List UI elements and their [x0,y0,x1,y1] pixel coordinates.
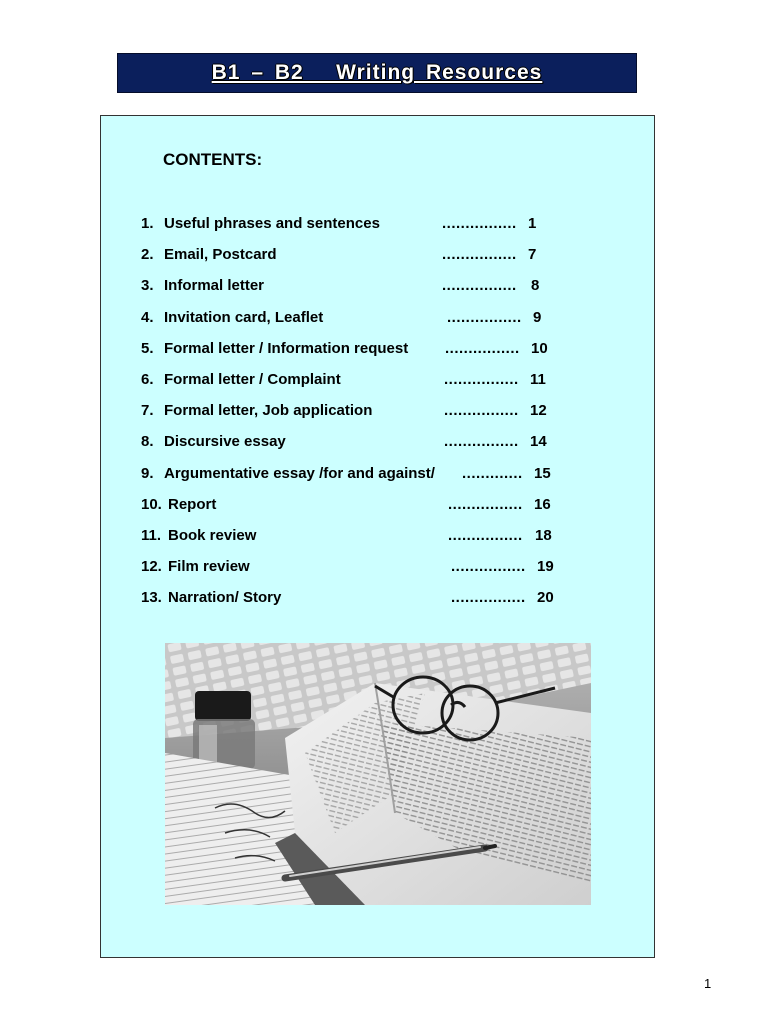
toc-title: Narration/ Story [168,589,282,607]
toc-number: 4. [141,308,154,326]
toc-title: Discursive essay [164,433,286,451]
toc-number: 12. [141,558,162,576]
toc-title: Book review [168,526,257,544]
toc-title: Formal letter / Information request [164,339,409,357]
toc-page-number: 14 [530,433,547,451]
toc-title: Argumentative essay /for and against/ [164,464,435,482]
toc-page-number: 9 [533,308,542,326]
toc-leader-dots: ................ [442,215,517,232]
toc-page-number: 15 [534,464,551,482]
toc-number: 7. [141,402,154,420]
toc-title: Informal letter [164,277,265,295]
page-number: 1 [704,976,712,991]
toc-leader-dots: ................ [442,277,517,295]
toc-number: 3. [141,277,154,295]
toc-page-number: 12 [530,402,547,420]
toc-number: 11. [141,526,162,544]
toc-item [141,309,621,340]
toc-page-number: 7 [528,246,537,264]
toc-title: Report [168,495,217,513]
toc-number: 6. [141,370,154,388]
toc-title: Film review [168,558,250,576]
toc-leader-dots: ................ [442,246,517,264]
toc-item [141,496,621,527]
toc-title: Formal letter / Complaint [164,370,341,388]
toc-page-number: 10 [531,339,548,357]
book-glasses-pen-photo [165,643,591,905]
toc-number: 1. [141,215,154,232]
toc-number: 9. [141,464,154,482]
toc-number: 2. [141,246,154,264]
toc-leader-dots: ................ [448,526,523,544]
toc-leader-dots: ................ [451,558,526,576]
toc-leader-dots: ................ [448,495,523,513]
toc-page-number: 16 [534,495,551,513]
toc-number: 8. [141,433,154,451]
toc-item [141,433,621,464]
toc-page-number: 20 [537,589,554,607]
contents-panel [100,115,655,958]
toc-leader-dots: ................ [447,308,522,326]
toc-leader-dots: ................ [451,589,526,607]
toc-leader-dots: ................ [445,339,520,357]
toc-item [141,215,621,246]
toc-item [141,371,621,402]
toc-item [141,340,621,371]
toc-item [141,465,621,496]
toc-item [141,589,621,620]
toc-number: 10. [141,495,162,513]
toc-page-number: 19 [537,558,554,576]
toc-leader-dots: ................ [444,370,519,388]
toc-page-number: 18 [535,526,552,544]
toc-leader-dots: ............. [462,464,523,482]
toc-title: Formal letter, Job application [164,402,373,420]
title-banner [117,53,637,93]
toc-page-number: 1 [528,215,537,232]
toc-leader-dots: ................ [444,402,519,420]
contents-heading: CONTENTS: [163,150,263,169]
table-of-contents [141,215,621,620]
toc-page-number: 8 [531,277,540,295]
document-title: B1 – B2 Writing Resources [211,61,543,84]
toc-item [141,527,621,558]
toc-item [141,558,621,589]
toc-number: 13. [141,589,162,607]
toc-title: Useful phrases and sentences [164,215,380,232]
toc-item [141,402,621,433]
toc-item [141,246,621,277]
toc-page-number: 11 [530,370,546,388]
toc-leader-dots: ................ [444,433,519,451]
toc-item [141,277,621,308]
toc-title: Email, Postcard [164,246,277,264]
toc-number: 5. [141,339,154,357]
toc-title: Invitation card, Leaflet [164,308,324,326]
